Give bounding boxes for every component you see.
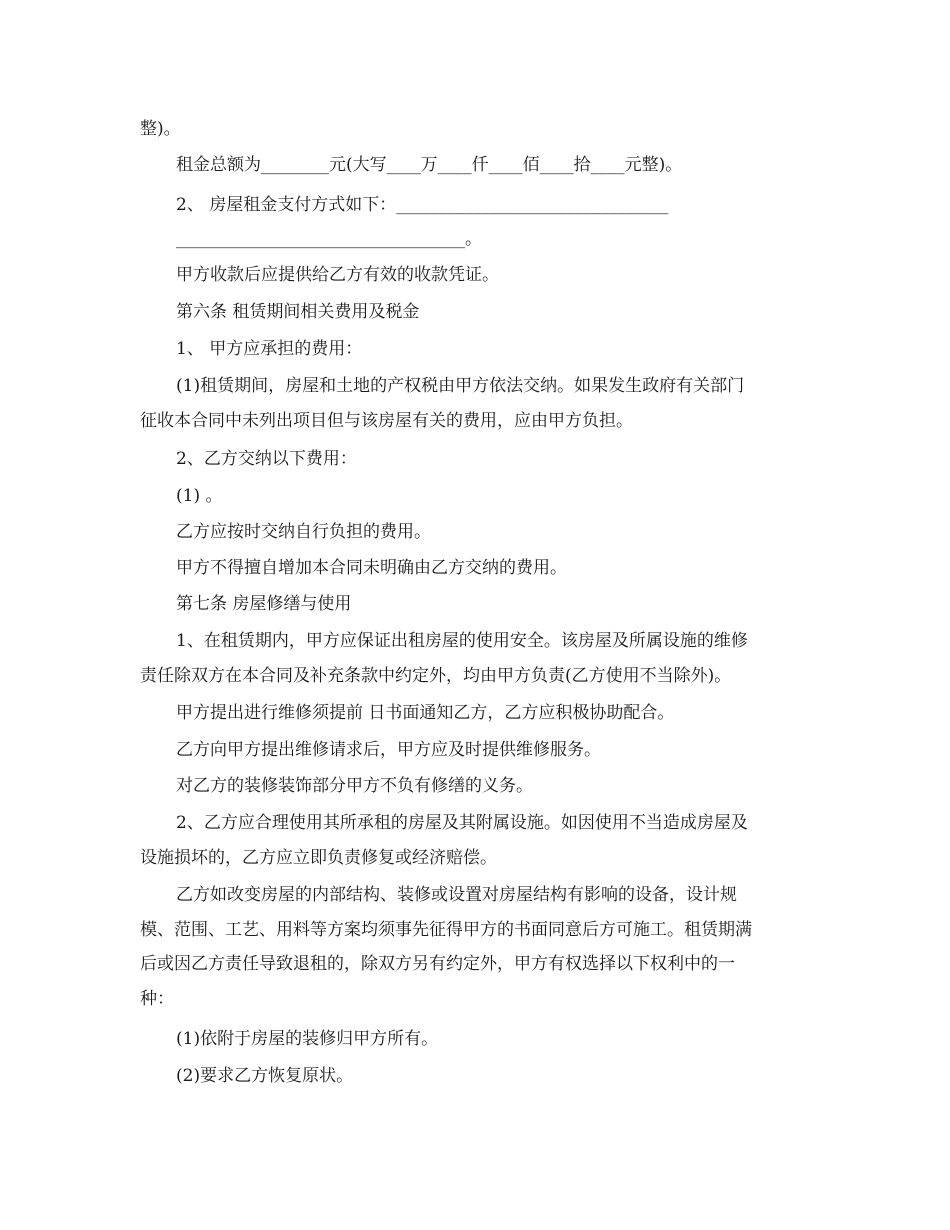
- text-line: 2、乙方应合理使用其所承租的房屋及其附属设施。如因使用不当造成房屋及: [176, 813, 748, 833]
- text-line: 对乙方的装修装饰部分甲方不负有修缮的义务。: [176, 776, 533, 796]
- paragraph-property-tax: [140, 369, 816, 438]
- paragraph-continuation: [140, 112, 816, 147]
- text-line: 责任除双方在本合同及补充条款中约定外，均由甲方负责(乙方使用不当除外)。: [140, 665, 732, 686]
- paragraph-pay-on-time: [140, 515, 816, 550]
- text-line: 模、范围、工艺、用料等方案均须事先征得甲方的书面同意后方可施工。租赁期满: [140, 919, 752, 940]
- paragraph-structure-change: [140, 878, 816, 1016]
- text-line: 后或因乙方责任导致退租的，除双方另有约定外，甲方有权选择以下权利中的一: [140, 954, 735, 974]
- text-line: (1) 。: [176, 486, 223, 506]
- paragraph-option-1: [140, 1022, 816, 1057]
- paragraph-no-extra-fees: [140, 551, 816, 586]
- section-heading-article-6: [140, 295, 816, 330]
- paragraph-decoration-duty: [140, 769, 816, 804]
- text-line: (1)依附于房屋的装修归甲方所有。: [176, 1029, 439, 1049]
- section-heading-article-7: [140, 587, 816, 622]
- text-line: 种：: [140, 988, 174, 1009]
- text-line: 甲方收款后应提供给乙方有效的收款凭证。: [176, 265, 499, 285]
- text-line: (2)要求乙方恢复原状。: [176, 1066, 354, 1086]
- text-line: 1、 甲方应承担的费用：: [176, 339, 363, 359]
- paragraph-rent-total: [140, 148, 816, 183]
- text-line: (1)租赁期间，房屋和土地的产权税由甲方依法交纳。如果发生政府有关部门: [176, 376, 745, 396]
- text-line: 第七条 房屋修缮与使用: [176, 594, 352, 614]
- text-line: 设施损坏的，乙方应立即负责修复或经济赔偿。: [140, 847, 497, 868]
- text-line: 乙方应按时交纳自行负担的费用。: [176, 522, 431, 542]
- paragraph-payment-blank: [140, 222, 816, 257]
- text-line: 第六条 租赁期间相关费用及税金: [176, 302, 420, 322]
- text-line: 2、 房屋租金支付方式如下：________________________________: [176, 195, 669, 215]
- text-line: 整)。: [140, 119, 181, 139]
- text-line: 乙方向甲方提出维修请求后，甲方应及时提供维修服务。: [176, 740, 601, 760]
- text-line: __________________________________。: [176, 229, 482, 249]
- text-line: 甲方不得擅自增加本合同未明确由乙方交纳的费用。: [176, 558, 567, 578]
- text-line: 2、乙方交纳以下费用：: [176, 449, 357, 469]
- text-line: 乙方如改变房屋的内部结构、装修或设置对房屋结构有影响的设备，设计规: [176, 885, 737, 905]
- paragraph-party-b-fees: [140, 442, 816, 477]
- text-line: 1、在租赁期内，甲方应保证出租房屋的使用安全。该房屋及所属设施的维修: [176, 631, 748, 651]
- paragraph-receipt: [140, 258, 816, 293]
- paragraph-option-2: [140, 1059, 816, 1094]
- text-line: 租金总额为________元(大写____万____仟____佰____拾____元整)。: [176, 155, 683, 175]
- paragraph-proper-use: [140, 806, 816, 875]
- paragraph-repair-request: [140, 733, 816, 768]
- text-line: 甲方提出进行维修须提前 日书面通知乙方，乙方应积极协助配合。: [176, 703, 675, 723]
- paragraph-safety-repair: [140, 624, 816, 693]
- text-line: 征收本合同中未列出项目但与该房屋有关的费用，应由甲方负担。: [140, 410, 633, 431]
- paragraph-repair-notice: [140, 696, 816, 731]
- paragraph-party-a-fees: [140, 332, 816, 367]
- paragraph-fee-item-1: [140, 479, 816, 514]
- paragraph-payment-method: [140, 188, 816, 223]
